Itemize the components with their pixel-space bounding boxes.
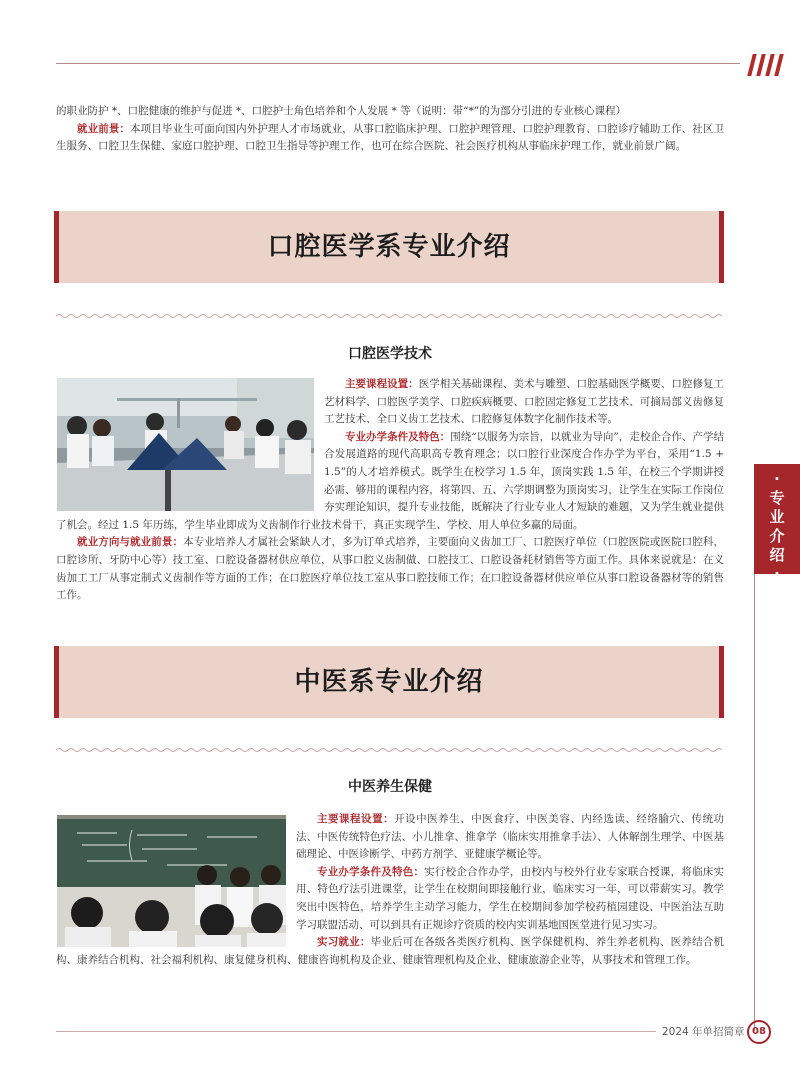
header-stripes-decoration [748,54,784,76]
courses-text: 医学相关基础课程、美术与雕塑、口腔基础医学概要、口腔修复工艺材料学、口腔医学美学、口腔疾病概要、口腔固定修复工艺技术、可摘局部义齿修复工艺技术、全口义齿工艺技术、口腔修复体数字化制作技术等。 [324,378,725,426]
section2-body [56,811,724,969]
employment-text: 本项目毕业生可面向国内外护理人才市场就业，从事口腔临床护理、口腔护理管理、口腔护理教育、口腔诊疗辅助工作、社区卫生服务、口腔卫生保健、家庭口腔护理、口腔卫生指导等护理工作，也可在综合医院、社会医疗机构从事临床护理工作，就业前景广阔。 [56,122,725,153]
page-number: 08 [747,1020,771,1044]
conditions-text: 实行校企合作办学，由校内与校外行业专家联合授课，将临床实用、特色疗法引进课堂，让学生在校期间即接触行业，临床实习一年，可以带薪实习。教学突出中医特色，培养学生主动学习能力，学生在校期间参加学校药植园建设、中医治法互助学习联盟活动、可以到具有正规诊疗资质的校内实训基地国医堂进行见习实习。 [296,865,725,931]
side-tab-label: · 专 业 介 绍 · [769,470,785,583]
courses-label: 主要课程设置： [345,378,419,390]
section1-body [56,376,724,605]
header-rule [56,63,740,64]
section-banner-stomatology [54,211,724,283]
employment-paragraph [56,534,724,604]
conditions-label: 专业办学条件及特色： [317,865,425,878]
section-banner-tcm [54,646,724,718]
employment-label: 就业前景： [77,122,131,135]
top-continuation [56,103,724,156]
side-rule [754,574,755,1031]
conditions-label: 专业办学条件及特色： [345,430,451,443]
employment-text: 毕业后可在各级各类医疗机构、医学保健机构、养生养老机构、医养结合机构、康养结合机构、社会福利机构、康复健身机构、健康咨询机构及企业、健康管理机构及企业、健康旅游企业等，从事技术和管理工作。 [56,936,725,966]
footer-title: 2024 年单招简章 [662,1026,745,1038]
courses-text: 开设中医养生、中医食疗、中医美容、内经选读、经络腧穴、传统功法、中医传统特色疗法、小儿推拿、推拿学（临床实用推拿手法）、人体解剖生理学、中医基础理论、中医诊断学、中药方剂学、亚健康学概论等。 [296,813,725,861]
employment-text: 本专业培养人才属社会紧缺人才，多为订单式培养，主要面向义齿加工厂、口腔医疗单位（口腔医院或医院口腔科，口腔诊所、牙防中心等）技工室、口腔设备器材供应单位，从事口腔义齿制做、口腔技工、口腔设备耗材销售等方面工作。具体来说就是：在义齿加工工厂从事定制式义齿制作等方面的工作；在口腔医疗单位技工室从事口腔技师工作；在口腔设备器材供应单位从事口腔设备器材等的销售工作。 [56,536,725,602]
employment-label: 实习就业： [317,936,371,949]
nursing-courses-continued: 的职业防护 *、口腔健康的维护与促进 *、口腔护士角色培养和个人发展 * 等（说明：带“*”的为部分引进的专业核心课程） [56,105,627,117]
nursing-employment-paragraph [56,121,724,156]
section-title: 口腔医学系专业介绍 [267,232,511,262]
section-title: 中医系专业介绍 [294,667,484,697]
major-title-tcm-health: 中医养生保健 [348,779,432,795]
courses-label: 主要课程设置： [317,813,395,825]
wavy-divider [56,313,724,319]
footer-rule [56,1031,656,1032]
conditions-text: 围绕“以服务为宗旨，以就业为导向”，走校企合作、产学结合发展道路的现代高职高专教育理念；以口腔行业深度合作办学为平台，采用“1.5 + 1.5”的人才培养模式。既学生在校学习 1.5 年，顶岗实践 1.5 年，在校三个学期讲授必需、够用的课程内容，将第四、五、六学期调整为顶岗实习，让学生在实际工作岗位夯实理论知识，提升专业技能，既解决了行业专业人才短缺的难题，又为学生就业提供了机会。经过 1.5 年历练，学生毕业即成为义齿制作行业技术骨干，真正实现学生、学校、用人单位多赢的局面。 [56,430,724,531]
major-title-dental-technology: 口腔医学技术 [348,346,432,362]
employment-label: 就业方向与就业前景： [77,536,184,549]
side-tab-major-intro [754,464,800,583]
wavy-divider [56,747,724,753]
